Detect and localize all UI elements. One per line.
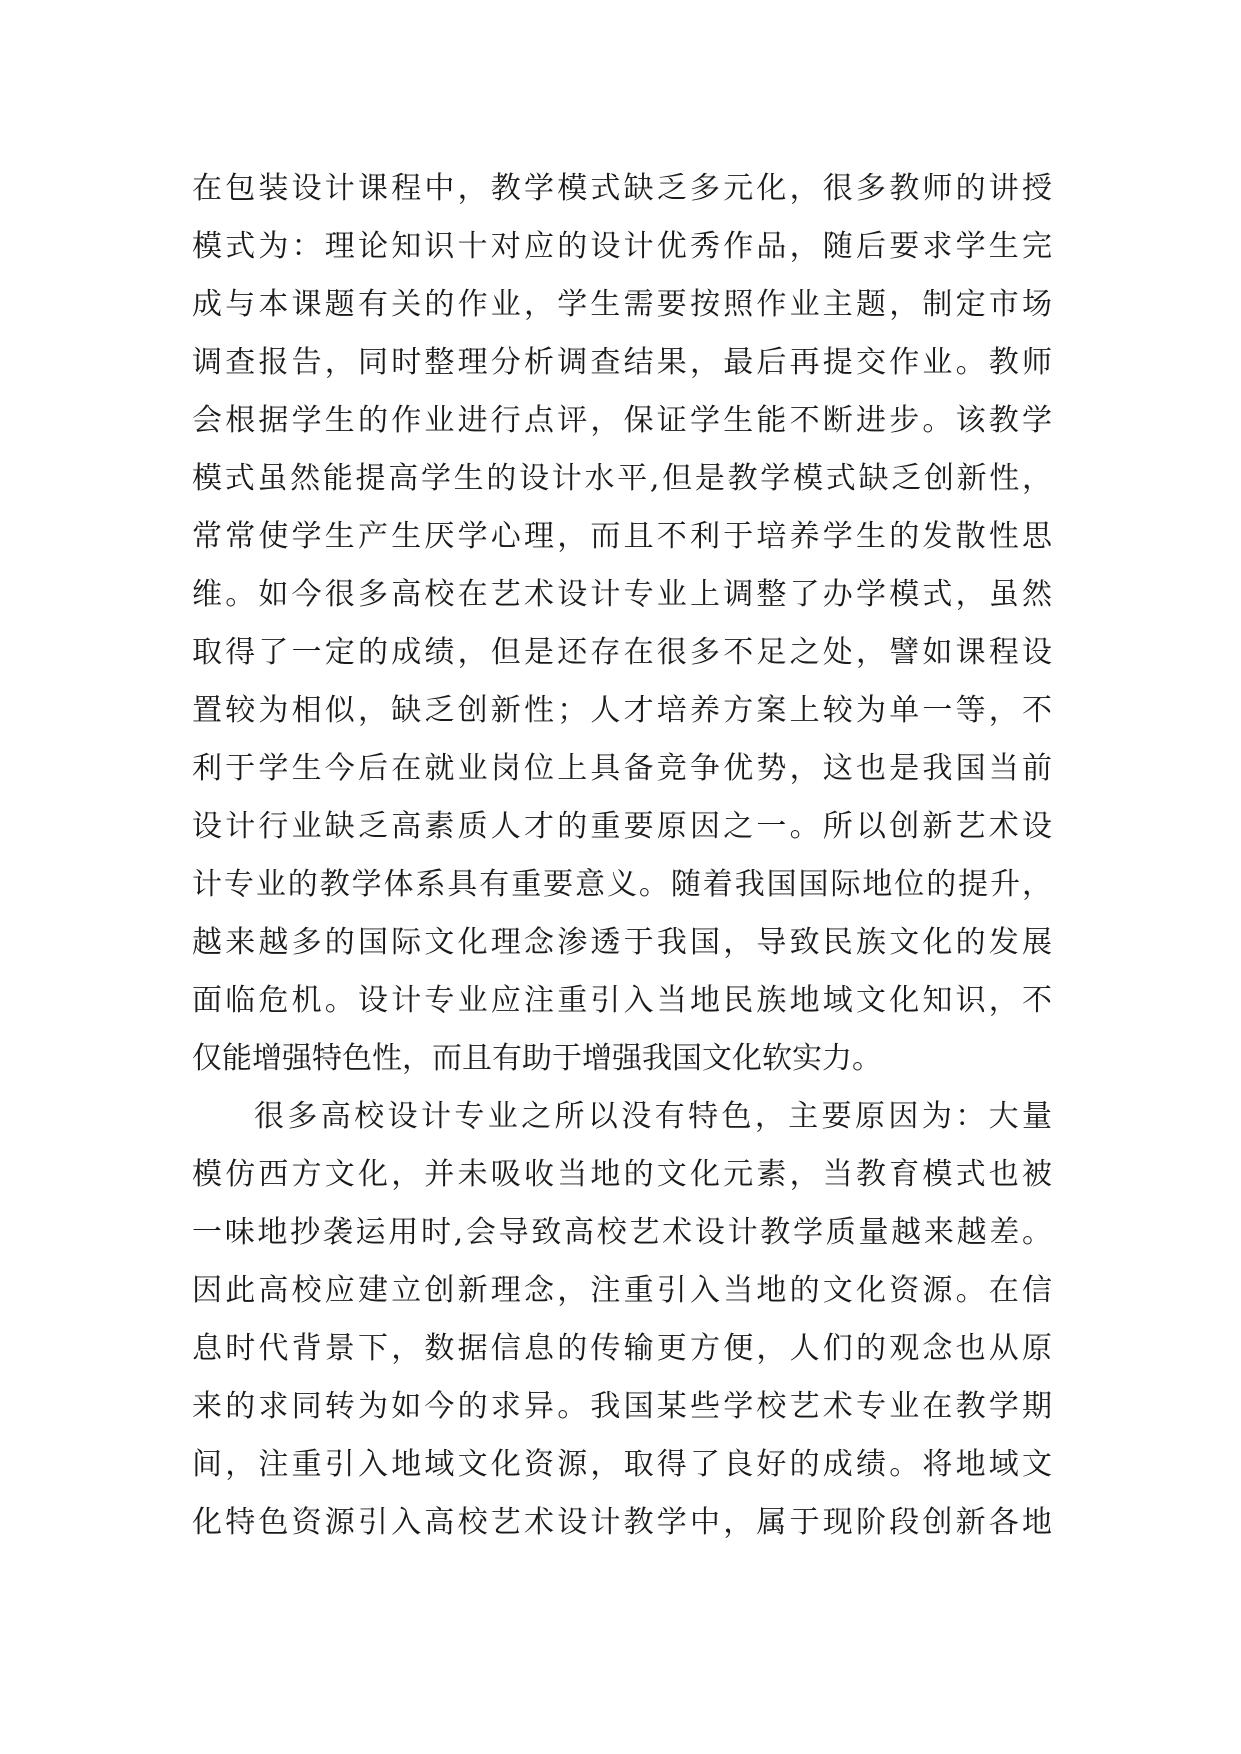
text-line: 成与本课题有关的作业，学生需要按照作业主题，制定市场 [192,287,1052,322]
text-line: 模式为：理论知识十对应的设计优秀作品，随后要求学生完 [192,229,1052,264]
text-line: 化特色资源引入高校艺术设计教学中，属于现阶段创新各地 [192,1505,1052,1540]
text-line: 息时代背景下，数据信息的传输更方便，人们的观念也从原 [192,1331,1052,1366]
text-line: 置较为相似，缺乏创新性；人才培养方案上较为单一等，不 [192,693,1052,728]
text-line: 仅能增强特色性，而且有助于增强我国文化软实力。 [192,1041,882,1076]
text-line: 模式虽然能提高学生的设计水平,但是教学模式缺乏创新性， [192,461,1052,496]
text-line: 计专业的教学体系具有重要意义。随着我国国际地位的提升， [192,867,1052,902]
text-line: 利于学生今后在就业岗位上具备竞争优势，这也是我国当前 [192,751,1052,786]
text-line: 维。如今很多高校在艺术设计专业上调整了办学模式，虽然 [192,577,1052,612]
text-line: 很多高校设计专业之所以没有特色，主要原因为：大量 [254,1099,1052,1134]
text-line: 在包装设计课程中，教学模式缺乏多元化，很多教师的讲授 [192,171,1052,206]
paragraph-1 [192,160,1052,1088]
text-line: 因此高校应建立创新理念，注重引入当地的文化资源。在信 [192,1273,1052,1308]
text-line: 来的求同转为如今的求异。我国某些学校艺术专业在教学期 [192,1389,1052,1424]
text-line: 一味地抄袭运用时,会导致高校艺术设计教学质量越来越差。 [192,1215,1052,1250]
text-line: 会根据学生的作业进行点评，保证学生能不断进步。该教学 [192,403,1052,438]
text-line: 模仿西方文化，并未吸收当地的文化元素，当教育模式也被 [192,1157,1052,1192]
text-line: 间，注重引入地域文化资源，取得了良好的成绩。将地域文 [192,1447,1052,1482]
text-line: 常常使学生产生厌学心理，而且不利于培养学生的发散性思 [192,519,1052,554]
text-line: 面临危机。设计专业应注重引入当地民族地域文化知识，不 [192,983,1052,1018]
body-text [192,160,1052,1552]
text-line: 调查报告，同时整理分析调查结果，最后再提交作业。教师 [192,345,1052,380]
text-line: 设计行业缺乏高素质人才的重要原因之一。所以创新艺术设 [192,809,1052,844]
text-line: 越来越多的国际文化理念渗透于我国，导致民族文化的发展 [192,925,1052,960]
paragraph-2 [192,1088,1052,1552]
text-line: 取得了一定的成绩，但是还存在很多不足之处，譬如课程设 [192,635,1052,670]
